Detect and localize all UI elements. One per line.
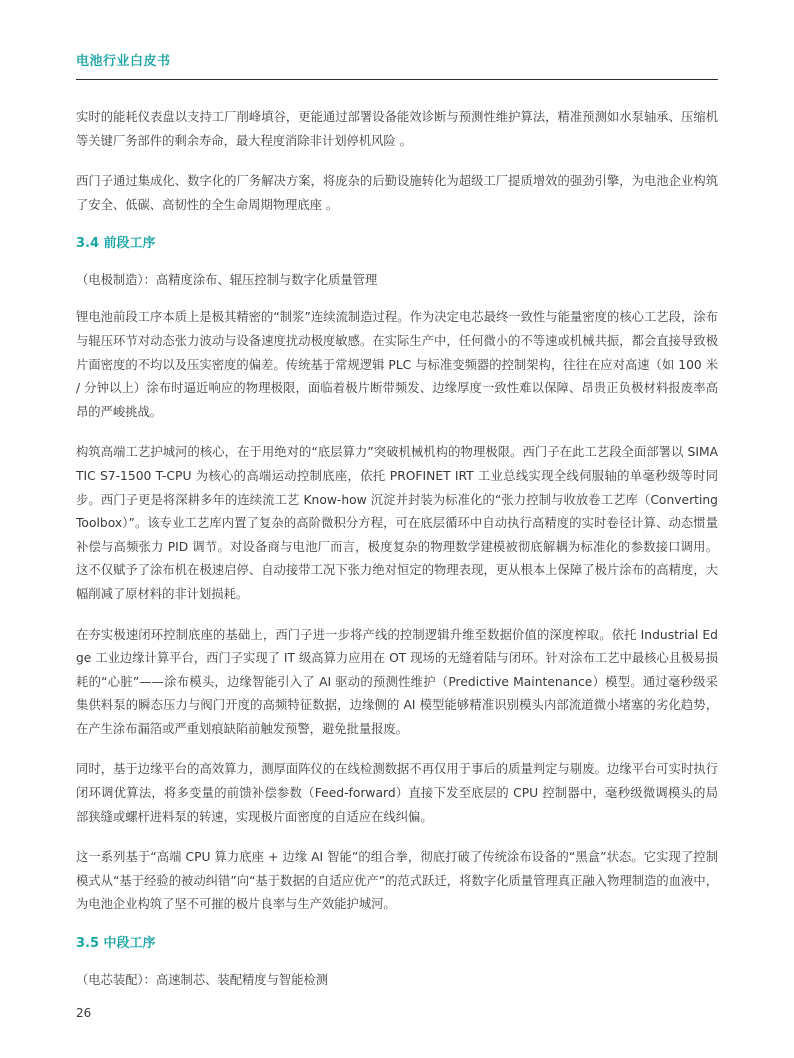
section-subtitle: （电极制造）：高精度涂布、辊压控制与数字化质量管理 [76,273,378,288]
section-heading-3-5: 3.5 中段工序 [76,936,156,952]
page-number: 26 [76,1006,92,1020]
section-heading-3-4: 3.4 前段工序 [76,236,156,252]
page-content [76,106,718,1006]
body-paragraph: 同时，基于边缘平台的高效算力，测厚面阵仪的在线检测数据不再仅用于事后的质量判定与剔废。边缘平台可实时执行闭环调优算法，将多变量的前馈补偿参数（Feed-forward）直接下发至底层的 CPU 控制器中，毫秒级微调模头的局部狭缝或螺杆进料泵的转速，实现极片面密度的自适应在线纠偏。 [76,762,718,824]
body-paragraph: 在夯实极速闭环控制底座的基础上，西门子进一步将产线的控制逻辑升维至数据价值的深度榨取。依托 Industrial Edge 工业边缘计算平台，西门子实现了 IT 级高算力应用在 OT 现场的无缝着陆与闭环。针对涂布工艺中最核心且极易损耗的“心脏”——涂布模头，边缘智能引入了 AI 驱动的预测性维护（Predictive Maintenance）模型。通过毫秒级采集供料泵的瞬态压力与阀门开度的高频特征数据，边缘侧的 AI 模型能够精准识别模头内部流道微小堵塞的劣化趋势，在产生涂布漏箔或严重划痕缺陷前触发预警，避免批量报废。 [76,627,718,736]
body-paragraph: 构筑高端工艺护城河的核心，在于用绝对的“底层算力”突破机械机构的物理极限。西门子在此工艺段全面部署以 SIMATIC S7-1500 T-CPU 为核心的高端运动控制底座，依托 PROFINET IRT 工业总线实现全线伺服轴的单毫秒级等时同步。西门子更是将深耕多年的连续流工艺 Know-how 沉淀并封装为标准化的“张力控制与收放卷工艺库（Converting Toolbox）”。该专业工艺库内置了复杂的高阶微积分方程，可在底层循环中自动执行高精度的实时卷径计算、动态惯量补偿与高频张力 PID 调节。对设备商与电池厂而言，极度复杂的物理数学建模被彻底解耦为标准化的参数接口调用。这不仅赋予了涂布机在极速启停、自动接带工况下张力绝对恒定的物理表现，更从根本上保障了极片涂布的高精度，大幅削减了原材料的非计划损耗。 [76,445,718,601]
header-divider [76,79,718,80]
section-subtitle: （电芯装配）：高速制芯、装配精度与智能检测 [76,973,329,988]
body-paragraph: 实时的能耗仪表盘以支持工厂削峰填谷，更能通过部署设备能效诊断与预测性维护算法，精准预测如水泵轴承、压缩机等关键厂务部件的剩余寿命，最大程度消除非计划停机风险 。 [76,110,718,148]
body-paragraph: 这一系列基于“高端 CPU 算力底座 + 边缘 AI 智能”的组合拳，彻底打破了传统涂布设备的“黑盒”状态。它实现了控制模式从“基于经验的被动纠错”向“基于数据的自适应优产”的范式跃迁，将数字化质量管理真正融入物理制造的血液中，为电池企业构筑了坚不可摧的极片良率与生产效能护城河。 [76,850,718,912]
document-header-title: 电池行业白皮书 [76,54,171,69]
body-paragraph: 西门子通过集成化、数字化的厂务解决方案，将庞杂的后勤设施转化为超级工厂提质增效的强劲引擎，为电池企业构筑了安全、低碳、高韧性的全生命周期物理底座 。 [76,174,718,212]
body-paragraph: 锂电池前段工序本质上是极其精密的“制浆”连续流制造过程。作为决定电芯最终一致性与能量密度的核心工艺段，涂布与辊压环节对动态张力波动与设备速度扰动极度敏感。在实际生产中，任何微小的不等速或机械共振，都会直接导致极片面密度的不均以及压实密度的偏差。传统基于常规逻辑 PLC 与标准变频器的控制架构，往往在应对高速（如 100 米 / 分钟以上）涂布时逼近响应的物理极限，面临着极片断带频发、边缘厚度一致性难以保障、昂贵正负极材料报废率高昂的严峻挑战。 [76,310,718,419]
